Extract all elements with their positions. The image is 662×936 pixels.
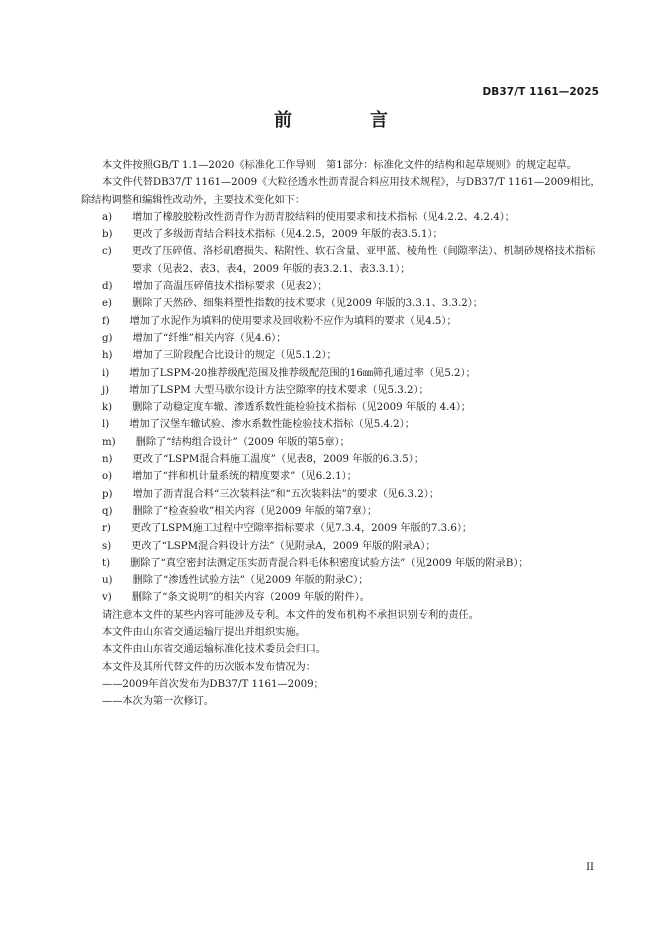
page-number: II <box>586 862 594 873</box>
foreword-body <box>81 157 601 711</box>
change-item-text: 删除了“渗透性试验方法”（见2009 年版的附录C）； <box>132 575 369 587</box>
change-item-marker: n) <box>102 454 113 466</box>
change-item <box>81 226 601 243</box>
change-item-text: 更改了“LSPM混合料设计方法”（见附录A，2009 年版的附录A）； <box>131 540 436 552</box>
change-item-text: 删除了“条文说明”的相关内容（2009 年版的附件）。 <box>131 592 370 604</box>
change-item <box>81 330 601 347</box>
change-item-text: 增加了LSPM-20推荐级配范围及推荐级配范围的16㎜筛孔通过率（见5.2）； <box>129 367 476 379</box>
change-item-text: 更改了压碎值、洛杉矶磨损失、粘附性、软石含量、亚甲蓝、棱角性（间隙率法）、机制砂规格技术指标要求（见表2、表3、表4，2009 年版的表3.2.1、表3.3.1）； <box>131 246 596 275</box>
change-item-text: 增加了汉堡车辙试验、渗水系数性能检验技术指标（见5.4.2）； <box>129 419 415 431</box>
change-item-marker: k) <box>102 402 113 414</box>
change-item-marker: s) <box>102 540 112 552</box>
change-item-marker: b) <box>102 229 113 241</box>
change-item <box>81 538 601 555</box>
change-item-text: 更改了LSPM施工过程中空隙率指标要求（见7.3.4，2009 年版的7.3.6）； <box>130 523 473 535</box>
change-item-marker: u) <box>102 575 113 587</box>
change-item-text: 增加了LSPM 大型马歇尔设计方法空隙率的技术要求（见5.3.2）； <box>129 384 429 396</box>
change-item-text: 增加了水泥作为填料的使用要求及回收粉不应作为填料的要求（见4.5）； <box>129 315 457 327</box>
change-item-marker: d) <box>102 281 113 293</box>
history-line: ——本次为第一次修订。 <box>102 696 215 708</box>
change-item-text: 增加了“纤维”相关内容（见4.6）； <box>132 332 287 344</box>
change-item-text: 增加了橡胶胶粉改性沥青作为沥青胶结料的使用要求和技术指标（见4.2.2、4.2.4）； <box>132 211 515 223</box>
change-item <box>81 416 601 433</box>
change-item-marker: c) <box>102 246 112 258</box>
change-item-text: 删除了天然砂、细集料塑性指数的技术要求（见2009 年版的3.3.1、3.3.2）； <box>132 298 483 310</box>
change-item-text: 删除了动稳定度车辙、渗透系数性能检验技术指标（见2009 年版的 4.4）； <box>132 402 472 414</box>
change-item-marker: t) <box>102 557 111 569</box>
change-item <box>81 503 601 520</box>
document-number: DB37/T 1161—2025 <box>482 86 599 98</box>
closing-paragraph: 请注意本文件的某些内容可能涉及专利。本文件的发布机构不承担识别专利的责任。 <box>102 609 479 621</box>
change-item <box>81 399 601 416</box>
change-item <box>81 313 601 330</box>
change-item <box>81 555 601 572</box>
change-item <box>81 486 601 503</box>
change-item-text: 更改了多级沥青结合料技术指标（见4.2.5，2009 年版的表3.5.1）； <box>132 229 443 241</box>
change-item-text: 增加了高温压碎值技术指标要求（见表2）； <box>132 281 328 293</box>
change-item-marker: p) <box>102 488 113 500</box>
change-item-text: 更改了“LSPM混合料施工温度”（见表8，2009 年版的6.3.5）； <box>132 454 425 466</box>
change-item <box>81 520 601 537</box>
changes-list <box>81 209 601 607</box>
change-item <box>81 434 601 451</box>
change-item <box>81 589 601 606</box>
change-item <box>81 468 601 485</box>
change-item <box>81 209 601 226</box>
change-item-text: 增加了三阶段配合比设计的规定（见5.1.2）； <box>132 350 337 362</box>
intro-paragraph: 本文件代替DB37/T 1161—2009《大粒径透水性沥青混合料应用技术规程》，与DB37/T 1161—2009相比，除结构调整和编辑性改动外，主要技术变化如下： <box>81 177 601 206</box>
change-item-marker: h) <box>102 350 113 362</box>
change-item <box>81 572 601 589</box>
change-item <box>81 451 601 468</box>
change-item-marker: o) <box>102 471 113 483</box>
change-item <box>81 295 601 312</box>
page-title: 前 言 <box>274 110 418 131</box>
change-item-marker: l) <box>102 419 110 431</box>
history-line: ——2009年首次发布为DB37/T 1161—2009； <box>102 678 324 690</box>
change-item-text: 增加了沥青混合料“三次装料法”和“五次装料法”的要求（见6.3.2）； <box>132 488 440 500</box>
change-item-marker: j) <box>102 384 110 396</box>
change-item <box>81 278 601 295</box>
change-item-marker: q) <box>102 505 113 517</box>
change-item <box>81 347 601 364</box>
change-item-text: 删除了“真空密封法测定压实沥青混合料毛体积密度试验方法”（见2009 年版的附录B）； <box>130 557 529 569</box>
change-item-marker: a) <box>102 211 113 223</box>
change-item-text: 删除了“检查验收”相关内容（见2009 年版的第7章）； <box>132 505 378 517</box>
change-item <box>81 365 601 382</box>
closing-paragraph: 本文件由山东省交通运输标准化技术委员会归口。 <box>102 644 327 656</box>
change-item <box>81 382 601 399</box>
change-item-marker: r) <box>102 523 111 535</box>
change-item-marker: v) <box>102 592 112 604</box>
change-item <box>81 243 601 278</box>
change-item-text: 增加了“拌和机计量系统的精度要求”（见6.2.1）； <box>132 471 357 483</box>
change-item-text: 删除了“结构组合设计”（2009 年版的第5章）； <box>135 436 350 448</box>
change-item-marker: i) <box>102 367 110 379</box>
change-item-marker: g) <box>102 332 113 344</box>
closing-paragraph: 本文件由山东省交通运输厅提出并组织实施。 <box>102 627 306 639</box>
change-item-marker: e) <box>102 298 113 310</box>
intro-paragraph: 本文件按照GB/T 1.1—2020《标准化工作导则 第1部分：标准化文件的结构和起草规则》的规定起草。 <box>102 160 578 171</box>
change-item-marker: m) <box>102 436 116 448</box>
change-item-marker: f) <box>102 315 110 327</box>
closing-paragraph: 本文件及其所代替文件的历次版本发布情况为： <box>102 661 316 673</box>
